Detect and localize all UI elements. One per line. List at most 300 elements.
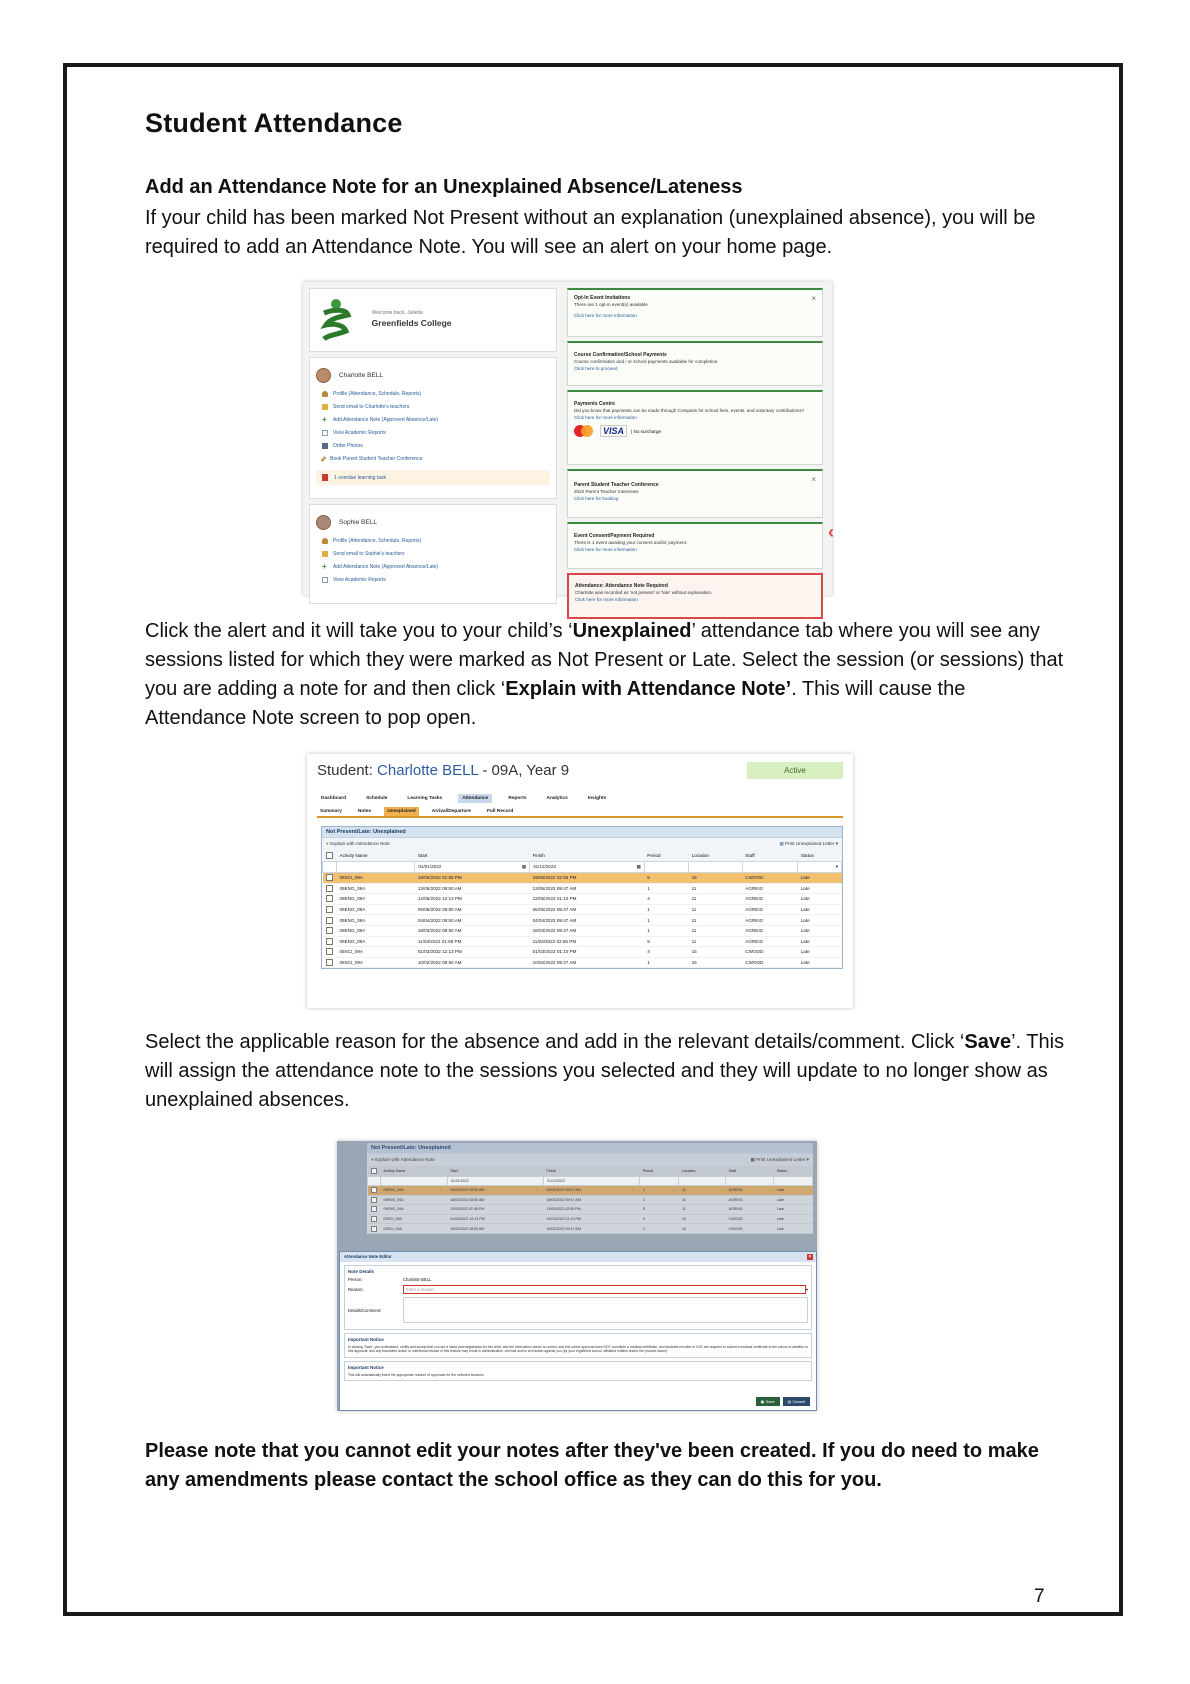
table-row[interactable]: [323, 915, 842, 926]
reason-select[interactable]: Enter a reason...: [403, 1285, 806, 1294]
home-page-screenshot: [303, 282, 834, 602]
cell-status: Late: [798, 873, 842, 884]
cell-finish: 01/03/2022 01:10 PM: [530, 947, 645, 958]
grid-toolbar: [322, 837, 842, 850]
table-row[interactable]: [368, 1224, 813, 1234]
filter-finish[interactable]: 31/12/2022: [544, 1177, 640, 1186]
col-staff[interactable]: Staff: [726, 1166, 774, 1177]
filter-status[interactable]: [798, 862, 842, 873]
cell-start: 18/03/2022 08:50 AM: [415, 925, 530, 936]
cell-start: 19/05/2022 01:58 PM: [415, 873, 530, 884]
row-checkbox[interactable]: [326, 906, 333, 913]
filter-activity[interactable]: [381, 1177, 448, 1186]
subtab-full-record[interactable]: Full Record: [486, 809, 514, 814]
cell-location: 15: [689, 873, 743, 884]
cell-period: 1: [640, 1186, 679, 1196]
cell-staff: AGREIG: [742, 904, 797, 915]
editor-titlebar: [340, 1252, 816, 1262]
cell-staff: CWOOD: [726, 1214, 774, 1224]
student-class: - 09A, Year 9: [478, 762, 570, 779]
student-link[interactable]: [322, 404, 550, 410]
subtab-notes[interactable]: Notes: [357, 809, 372, 814]
row-select-cell[interactable]: [323, 925, 337, 936]
main-tabs: [317, 794, 622, 803]
attendance-subtabs: [317, 807, 843, 818]
row-checkbox[interactable]: [326, 917, 333, 924]
cell-activity: 09SCI_09A: [337, 957, 415, 968]
cell-period: 1: [644, 904, 688, 915]
cell-location: 11: [679, 1186, 726, 1196]
row-select-cell[interactable]: [323, 936, 337, 947]
alert-conference[interactable]: [567, 469, 823, 518]
alert-course-confirmation[interactable]: [567, 341, 823, 386]
cell-period: 1: [640, 1224, 679, 1234]
cell-staff: CWOOD: [742, 957, 797, 968]
important-notice-section: [344, 1333, 812, 1358]
select-all-checkbox[interactable]: [371, 1168, 377, 1174]
avatar: [316, 368, 331, 383]
alert-link[interactable]: Click here for more information: [574, 415, 637, 420]
subtab-unexplained[interactable]: Unexplained: [384, 807, 419, 816]
select-all-header[interactable]: [368, 1166, 381, 1177]
alert-desc: There are 1 opt-in event(s) available: [574, 302, 648, 307]
attendance-note-editor: [339, 1251, 817, 1411]
table-row[interactable]: [368, 1214, 813, 1224]
cell-activity: 09ENG_09A: [381, 1195, 448, 1205]
close-icon[interactable]: ×: [808, 1254, 812, 1260]
student-name: Charlotte BELL: [339, 372, 384, 379]
table-row[interactable]: [323, 947, 842, 958]
paragraph-select-reason: [145, 1028, 1065, 1115]
print-letter-button[interactable]: ▩ Print Unexplained Letter ▾: [750, 1157, 809, 1162]
cell-status: Late: [798, 957, 842, 968]
cell-staff: CWOOD: [742, 947, 797, 958]
email-icon: [322, 404, 328, 410]
table-row[interactable]: [368, 1205, 813, 1215]
filter-cell: [323, 862, 337, 873]
person-icon: [322, 391, 328, 397]
student-card: [309, 357, 557, 499]
row-select-cell[interactable]: [323, 894, 337, 905]
row-checkbox[interactable]: [371, 1197, 377, 1203]
cell-staff: AGREIG: [726, 1205, 774, 1215]
table-row[interactable]: [368, 1186, 813, 1196]
link-label: Profile (Attendance, Schedule, Reports): [333, 391, 422, 397]
print-letter-button[interactable]: ▩ Print Unexplained Letter ▾: [779, 841, 838, 846]
row-select-cell[interactable]: [323, 883, 337, 894]
table-row[interactable]: [323, 925, 842, 936]
col-activity[interactable]: Activity Name: [381, 1166, 448, 1177]
cell-finish: 10/02/2022 09:47 AM: [544, 1224, 640, 1234]
cell-staff: AGREIG: [742, 925, 797, 936]
unexplained-tab-screenshot: [307, 754, 853, 1008]
cell-staff: AGREIG: [726, 1195, 774, 1205]
explain-label: Explain with Attendance Note: [375, 1157, 435, 1162]
row-checkbox[interactable]: [371, 1216, 377, 1222]
cell-finish: 13/05/2022 09:47 AM: [530, 883, 645, 894]
alert-title: Opt-In Event Invitations: [574, 295, 631, 301]
col-activity[interactable]: Activity Name: [337, 850, 415, 862]
print-label: Print Unexplained Letter: [785, 841, 835, 846]
student-link[interactable]: [322, 391, 550, 397]
cell-finish: 18/03/2022 09:47 AM: [530, 925, 645, 936]
cell-start: 11/03/2022 01:58 PM: [415, 936, 530, 947]
explain-with-note-button[interactable]: [326, 841, 390, 847]
text: . This will cause the Attendance Note screen to pop open.: [145, 678, 966, 729]
cell-activity: 09ENG_09A: [337, 904, 415, 915]
student-name: Charlotte BELL: [377, 762, 479, 779]
tab-analytics[interactable]: Analytics: [546, 796, 568, 801]
cell-start: 04/04/2022 08:50 AM: [447, 1186, 543, 1196]
cell-start: 10/02/2022 08:50 AM: [447, 1224, 543, 1234]
cancel-label: Cancel: [792, 1399, 805, 1404]
link-label: Send email to Sophie's teachers: [333, 551, 405, 557]
student-heading: [317, 762, 569, 779]
text: Select the applicable reason for the absence and add in the relevant details/comment. Click ‘: [145, 1031, 965, 1053]
row-checkbox[interactable]: [326, 885, 333, 892]
student-link[interactable]: [322, 430, 550, 436]
row-select-cell[interactable]: [368, 1205, 381, 1215]
filter-start[interactable]: [415, 862, 530, 873]
header-row: [323, 850, 842, 862]
cell-finish: 01/03/2022 01:10 PM: [544, 1214, 640, 1224]
cancel-button[interactable]: [783, 1397, 810, 1406]
printer-icon: ▩: [779, 841, 784, 846]
photo-icon: [322, 443, 328, 449]
cell-period: 1: [644, 925, 688, 936]
status-badge: Active: [747, 762, 843, 779]
cell-location: 15: [679, 1214, 726, 1224]
student-header[interactable]: [316, 368, 550, 383]
table-row[interactable]: [323, 873, 842, 884]
note-editor-screenshot: [337, 1141, 817, 1411]
cell-staff: CWOOD: [742, 873, 797, 884]
text: ’ attendance tab where you will see any sessions listed for which they were marked as Not Present or Late. Select the session (or sessions) that you are adding a note for and then click ‘: [145, 620, 1064, 700]
cell-start: 01/03/2022 12:13 PM: [447, 1214, 543, 1224]
student-link[interactable]: [322, 564, 550, 570]
cell-location: 15: [689, 947, 743, 958]
row-checkbox[interactable]: [326, 948, 333, 955]
notice-legend: Important Notice: [348, 1364, 384, 1370]
bold-unexplained: Unexplained: [572, 620, 692, 642]
calendar-icon[interactable]: ▦: [636, 864, 641, 869]
link-label: Add Attendance Note (Approved Absence/Late): [333, 417, 439, 423]
cell-finish: 04/04/2022 09:47 AM: [544, 1186, 640, 1196]
important-notice-section: [344, 1361, 812, 1381]
cell-status: Late: [774, 1224, 813, 1234]
section-subtitle: Add an Attendance Note for an Unexplained Absence/Lateness: [145, 176, 743, 198]
panel-title: Not Present/Late: Unexplained: [367, 1143, 813, 1153]
row-checkbox[interactable]: [371, 1187, 377, 1193]
bold-explain: Explain with Attendance Note’: [505, 678, 792, 700]
cell-location: 11: [689, 904, 743, 915]
alert-link[interactable]: Click here for more information: [574, 547, 637, 552]
page-number: 7: [1034, 1586, 1045, 1607]
alert-event-consent[interactable]: [567, 522, 823, 569]
paragraph-intro: If your child has been marked Not Present without an explanation (unexplained absence), you will be required to add an Attendance Note. You will see an alert on your home page.: [145, 207, 1036, 258]
filter-finish[interactable]: [530, 862, 645, 873]
table-row[interactable]: [368, 1195, 813, 1205]
chevron-down-icon[interactable]: ▾: [805, 1287, 808, 1292]
background-grid: [367, 1143, 813, 1234]
editor-buttons: [753, 1397, 810, 1406]
paragraph-click-alert: [145, 617, 1065, 733]
cell-status: Late: [798, 915, 842, 926]
cell-location: 11: [689, 894, 743, 905]
bold-save: Save: [964, 1031, 1012, 1053]
payment-cards: [574, 425, 816, 437]
tab-reports[interactable]: Reports: [508, 796, 527, 801]
tab-dashboard[interactable]: Dashboard: [321, 796, 347, 801]
comment-textarea[interactable]: [403, 1297, 808, 1323]
table-row[interactable]: [323, 957, 842, 968]
student-link[interactable]: [322, 551, 550, 557]
cell-finish: 11/03/2022 02:55 PM: [544, 1205, 640, 1215]
cell-start: 13/05/2022 08:50 AM: [415, 883, 530, 894]
cell-status: Late: [774, 1205, 813, 1215]
editor-title: Attendance Note Editor: [344, 1254, 392, 1259]
cell-start: 06/05/2022 08:50 AM: [415, 904, 530, 915]
alert-title: Parent Student Teacher Conference: [574, 482, 659, 488]
col-status[interactable]: Status: [774, 1166, 813, 1177]
subtab-arrival-departure[interactable]: Arrival/Departure: [431, 809, 471, 814]
cell-finish: 06/05/2022 09:47 AM: [530, 904, 645, 915]
alert-title: Event Consent/Payment Required: [574, 533, 655, 539]
link-label: Add Attendance Note (Approved Absence/Late): [333, 564, 439, 570]
link-label: View Academic Reports: [333, 577, 386, 583]
filter-location[interactable]: [679, 1177, 726, 1186]
row-checkbox[interactable]: [326, 927, 333, 934]
comment-label: Details/Comment:: [348, 1307, 382, 1313]
calendar-icon[interactable]: ▦: [521, 864, 527, 869]
page-title: Student Attendance: [145, 108, 403, 138]
row-select-cell[interactable]: [323, 915, 337, 926]
filter-start-value: 01/01/2022: [418, 864, 442, 869]
table-row[interactable]: [323, 894, 842, 905]
cancel-icon: ▤: [787, 1399, 792, 1404]
row-select-cell[interactable]: [368, 1214, 381, 1224]
filter-cell: [368, 1177, 381, 1186]
sessions-body: [368, 1186, 813, 1234]
table-row[interactable]: [323, 904, 842, 915]
link-label: Book Parent Student Teacher Conference: [330, 456, 423, 462]
cell-period: 4: [644, 947, 688, 958]
print-label: Print Unexplained Letter: [756, 1157, 806, 1162]
filter-status[interactable]: [774, 1177, 813, 1186]
filter-staff[interactable]: [726, 1177, 774, 1186]
cell-status: Late: [774, 1186, 813, 1196]
save-label: Save: [765, 1399, 775, 1404]
subtab-summary[interactable]: Summary: [320, 809, 342, 814]
overdue-label: 1 overdue learning task: [334, 474, 386, 481]
row-select-cell[interactable]: [368, 1224, 381, 1234]
cell-location: 15: [689, 957, 743, 968]
student-link[interactable]: [322, 538, 550, 544]
row-select-cell[interactable]: [323, 873, 337, 884]
grid-toolbar: [367, 1153, 813, 1166]
sessions-body: [323, 873, 842, 968]
plus-icon: +: [322, 415, 327, 424]
chevron-down-icon[interactable]: ▾: [835, 864, 838, 869]
link-label: View Academic Reports: [333, 430, 386, 436]
surcharge-label: No surcharge: [633, 428, 662, 434]
row-select-cell[interactable]: [368, 1195, 381, 1205]
cell-status: Late: [798, 894, 842, 905]
cell-status: Late: [774, 1195, 813, 1205]
col-start[interactable]: Start: [415, 850, 530, 862]
col-finish[interactable]: Finish: [544, 1166, 640, 1177]
col-start[interactable]: Start: [447, 1166, 543, 1177]
notice-text: This will automatically insert the appropriate number of approvals for the selected sessions: [348, 1372, 484, 1377]
alert-attendance-note-required[interactable]: [567, 573, 823, 619]
cell-status: Late: [798, 883, 842, 894]
unexplained-panel: [321, 826, 843, 969]
row-select-cell[interactable]: [323, 957, 337, 968]
cell-start: 12/05/2022 12:13 PM: [415, 894, 530, 905]
notice-text: In clicking 'Save', you understand, certify and accept that you are a listed parent/guardian for this child, and the information above is correct, and this online approval does NOT constitute a medical certificate; and students enrolled in VCE are required to submit a medical certificate to the school in addition to this approval; and any fraudulent action or intentional misuse of this feature may result in administrative, criminal and/or civil action against you (by your registered school, affiliated entities and/or the product issuer).: [348, 1345, 808, 1354]
text: ’. This will assign the attendance note to the sessions you selected and they will update to no longer show as unexplained absences.: [145, 1031, 1065, 1111]
cell-start: 04/04/2022 08:50 AM: [415, 915, 530, 926]
cell-finish: 12/05/2022 01:10 PM: [530, 894, 645, 905]
cell-staff: AGREIG: [742, 894, 797, 905]
row-select-cell[interactable]: [323, 947, 337, 958]
filter-activity[interactable]: [337, 862, 415, 873]
report-icon: [322, 430, 328, 436]
cell-activity: 09ENG_09A: [337, 883, 415, 894]
cell-period: 1: [644, 883, 688, 894]
row-checkbox[interactable]: [326, 938, 333, 945]
people-icon: ●: [326, 841, 329, 846]
select-all-checkbox[interactable]: [326, 852, 333, 859]
filter-period[interactable]: [644, 862, 688, 873]
col-location[interactable]: Location: [679, 1166, 726, 1177]
close-icon[interactable]: ×: [811, 475, 816, 484]
cell-location: 11: [689, 936, 743, 947]
person-value: Charlotte BELL: [403, 1277, 432, 1282]
tab-schedule[interactable]: Schedule: [366, 796, 388, 801]
row-select-cell[interactable]: [323, 904, 337, 915]
alert-link[interactable]: Click here for booking: [574, 496, 619, 501]
text: Click the alert and it will take you to your child’s ‘: [145, 620, 573, 642]
notice-legend: Important Notice: [348, 1337, 384, 1342]
alert-title: Course Confirmation/School Payments: [574, 352, 667, 358]
task-icon: [322, 474, 328, 481]
filter-row: [368, 1177, 813, 1186]
alert-title: Payments Centre: [574, 401, 615, 407]
cell-staff: AGREIG: [726, 1186, 774, 1196]
panel-title: Not Present/Late: Unexplained: [322, 827, 842, 837]
alert-link[interactable]: Click here for more information: [575, 597, 638, 602]
col-location[interactable]: Location: [689, 850, 743, 862]
plus-icon: +: [322, 562, 327, 571]
alert-opt-in[interactable]: [567, 288, 823, 337]
col-finish[interactable]: Finish: [530, 850, 645, 862]
row-checkbox[interactable]: [326, 874, 333, 881]
tab-learning-tasks[interactable]: Learning Tasks: [407, 796, 443, 801]
col-period[interactable]: Period: [644, 850, 688, 862]
tab-attendance[interactable]: Attendance: [458, 794, 492, 803]
cell-period: 5: [640, 1205, 679, 1215]
row-checkbox[interactable]: [326, 959, 333, 966]
alert-link[interactable]: Click here to proceed: [574, 366, 618, 371]
student-header[interactable]: [316, 515, 550, 530]
cell-activity: 09ENG_09A: [381, 1205, 448, 1215]
cell-status: Late: [798, 936, 842, 947]
col-period[interactable]: Period: [640, 1166, 679, 1177]
person-row: [348, 1277, 808, 1282]
close-icon[interactable]: ×: [811, 294, 816, 303]
student-card: [309, 504, 557, 604]
table-row[interactable]: [323, 883, 842, 894]
row-checkbox[interactable]: [326, 895, 333, 902]
cell-activity: 09SCI_09A: [337, 873, 415, 884]
school-logo-icon: [316, 295, 356, 343]
cell-period: 5: [644, 936, 688, 947]
cell-status: Late: [774, 1214, 813, 1224]
student-link[interactable]: [322, 577, 550, 583]
col-status[interactable]: Status: [798, 850, 842, 862]
explain-with-note-button[interactable]: [371, 1157, 435, 1163]
final-note: Please note that you cannot edit your notes after they've been created. If you do need to make any amendments please contact the school office as they can do this for you.: [145, 1440, 1039, 1491]
welcome-text: [372, 310, 452, 328]
student-link[interactable]: [322, 443, 550, 449]
cell-start: 10/02/2022 08:50 AM: [415, 957, 530, 968]
cell-period: 1: [640, 1195, 679, 1205]
alert-link[interactable]: Click here for more information.: [574, 313, 639, 318]
alert-title: Attendance: Attendance Note Required: [575, 583, 668, 589]
select-all-header[interactable]: [323, 850, 337, 862]
surcharge-text: | No surcharge: [631, 428, 662, 434]
cell-activity: 09SCI_09A: [381, 1224, 448, 1234]
filter-staff[interactable]: [742, 862, 797, 873]
save-icon: ▣: [760, 1399, 765, 1404]
cell-staff: AGREIG: [742, 936, 797, 947]
person-label: Person:: [348, 1277, 363, 1282]
student-link[interactable]: [322, 417, 550, 423]
cell-activity: 09ENG_09A: [337, 925, 415, 936]
alert-payments-centre[interactable]: [567, 390, 823, 465]
link-label: Order Photos: [333, 443, 363, 449]
cell-status: Late: [798, 904, 842, 915]
sessions-table: [322, 850, 842, 968]
student-name: Sophie BELL: [339, 519, 377, 526]
col-staff[interactable]: Staff: [742, 850, 797, 862]
cell-location: 11: [689, 915, 743, 926]
student-link[interactable]: [322, 456, 550, 462]
cell-activity: 09SCI_09A: [381, 1214, 448, 1224]
alert-desc: Charlotte was recorded as 'not present' or 'late' without explanation.: [575, 590, 713, 595]
filter-start[interactable]: 01/01/2022: [447, 1177, 543, 1186]
row-checkbox[interactable]: [371, 1206, 377, 1212]
cell-location: 11: [679, 1195, 726, 1205]
filter-finish-value: 31/12/2022: [533, 864, 557, 869]
cell-start: 01/03/2022 12:13 PM: [415, 947, 530, 958]
save-button[interactable]: [756, 1397, 780, 1406]
cell-finish: 11/03/2022 02:55 PM: [530, 936, 645, 947]
tab-insights[interactable]: Insights: [587, 796, 607, 801]
filter-period[interactable]: [640, 1177, 679, 1186]
row-checkbox[interactable]: [371, 1226, 377, 1232]
overdue-task-link[interactable]: [316, 470, 550, 485]
reason-label: Reason:: [348, 1287, 364, 1292]
report-icon: [322, 577, 328, 583]
table-row[interactable]: [323, 936, 842, 947]
cell-location: 11: [689, 925, 743, 936]
row-select-cell[interactable]: [368, 1186, 381, 1196]
avatar: [316, 515, 331, 530]
cell-staff: AGREIG: [742, 883, 797, 894]
filter-location[interactable]: [689, 862, 743, 873]
